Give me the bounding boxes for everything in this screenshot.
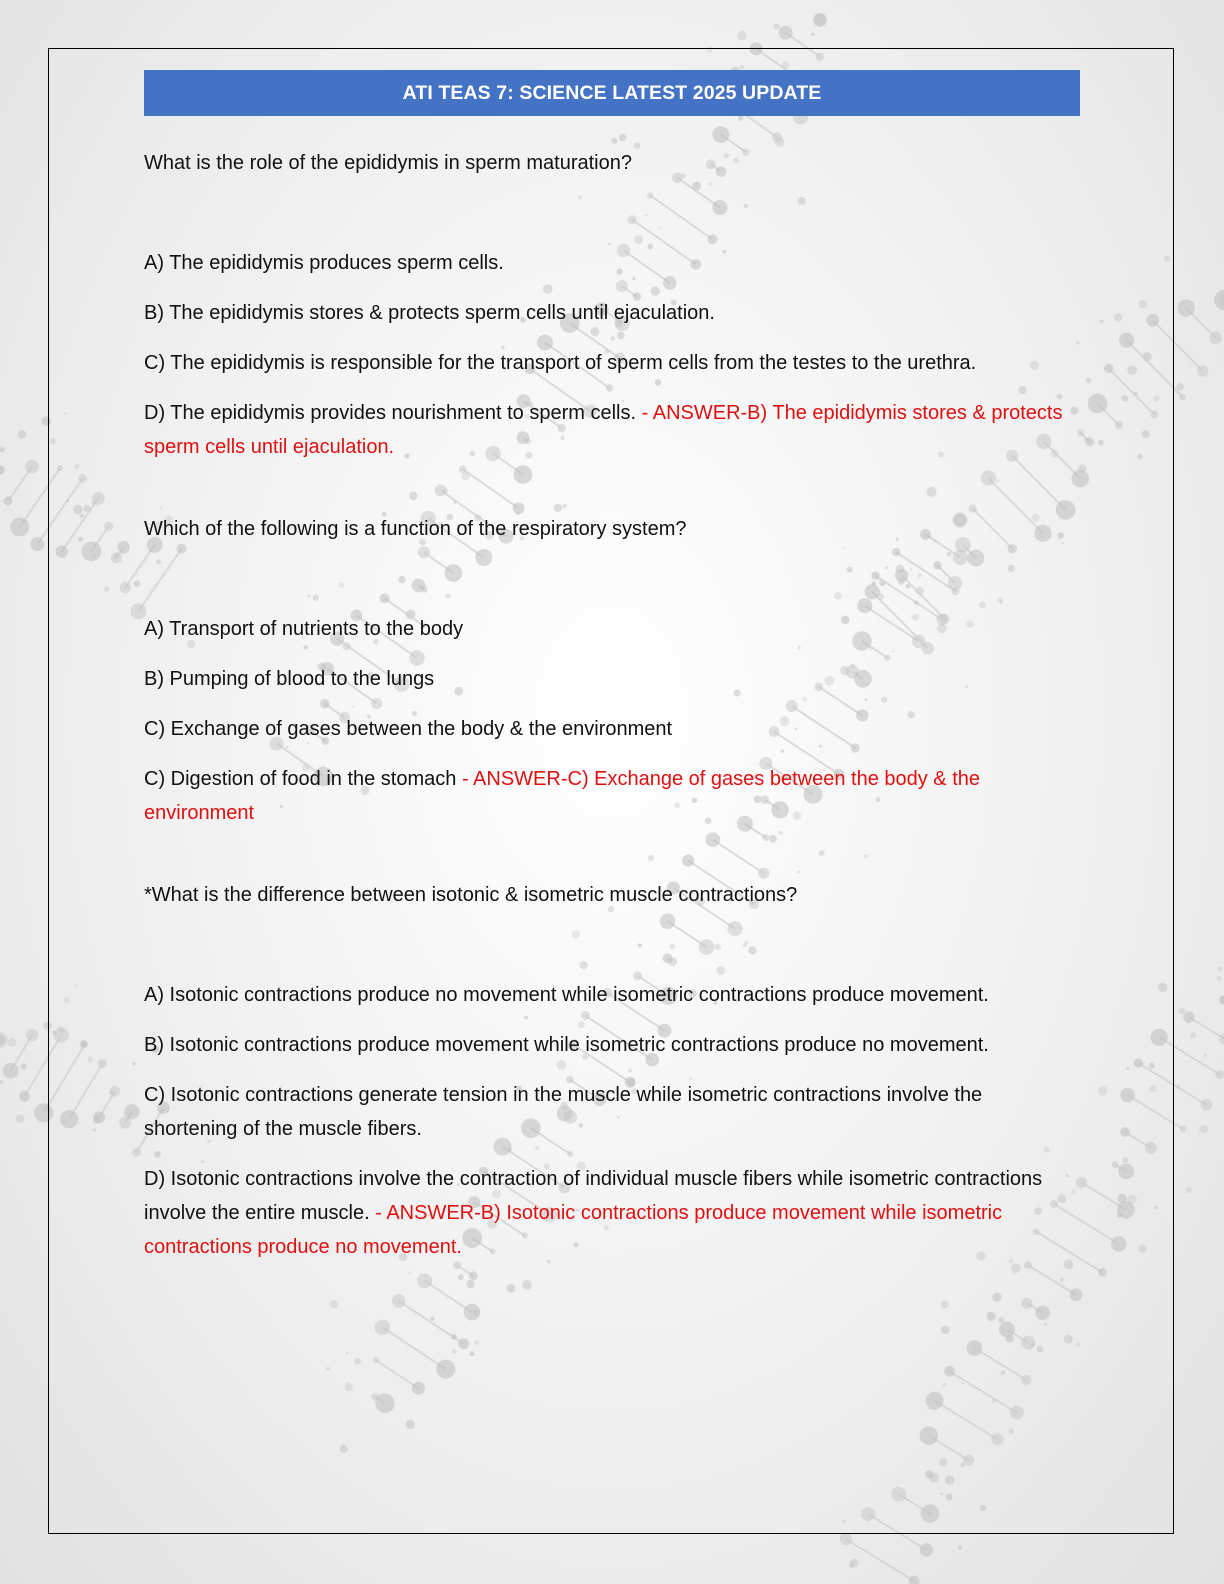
question-text: What is the role of the epididymis in sperm maturation? bbox=[144, 152, 632, 174]
answer-text: - ANSWER-B) The epididymis stores & protects sperm cells until ejaculation. bbox=[144, 402, 1063, 458]
answer-text: - ANSWER-B) Isotonic contractions produce movement while isometric contractions produce no movement. bbox=[144, 1202, 1003, 1258]
question-3 bbox=[144, 878, 1080, 1264]
option-d-text: D) The epididymis provides nourishment to sperm cells. bbox=[144, 402, 637, 424]
option-c: C) Isotonic contractions generate tension in the muscle while isometric contractions involve the shortening of the muscle fibers. bbox=[144, 1084, 983, 1140]
question-2 bbox=[144, 512, 1080, 830]
option-a: A) The epididymis produces sperm cells. bbox=[144, 252, 504, 274]
answer-text: - ANSWER-C) Exchange of gases between the body & the environment bbox=[144, 768, 980, 824]
option-c: C) The epididymis is responsible for the transport of sperm cells from the testes to the urethra. bbox=[144, 352, 977, 374]
options-list bbox=[144, 246, 1080, 464]
option-a: A) Isotonic contractions produce no movement while isometric contractions produce movement. bbox=[144, 984, 989, 1006]
option-d-text: C) Digestion of food in the stomach bbox=[144, 768, 457, 790]
option-a: A) Transport of nutrients to the body bbox=[144, 618, 464, 640]
option-b: B) The epididymis stores & protects sperm cells until ejaculation. bbox=[144, 302, 715, 324]
option-d bbox=[144, 762, 1080, 830]
question-1 bbox=[144, 146, 1080, 464]
option-d-text: D) Isotonic contractions involve the contraction of individual muscle fibers while isometric contractions involve the entire muscle. bbox=[144, 1168, 1043, 1224]
question-text: Which of the following is a function of the respiratory system? bbox=[144, 518, 687, 540]
option-d bbox=[144, 396, 1080, 464]
page-title: ATI TEAS 7: SCIENCE LATEST 2025 UPDATE bbox=[144, 70, 1080, 116]
option-d bbox=[144, 1162, 1080, 1264]
option-b: B) Pumping of blood to the lungs bbox=[144, 668, 435, 690]
options-list bbox=[144, 978, 1080, 1264]
option-b: B) Isotonic contractions produce movement while isometric contractions produce no movement. bbox=[144, 1034, 989, 1056]
question-text: *What is the difference between isotonic & isometric muscle contractions? bbox=[144, 884, 798, 906]
options-list bbox=[144, 612, 1080, 830]
document-body bbox=[144, 70, 1080, 1280]
option-c: C) Exchange of gases between the body & the environment bbox=[144, 718, 673, 740]
